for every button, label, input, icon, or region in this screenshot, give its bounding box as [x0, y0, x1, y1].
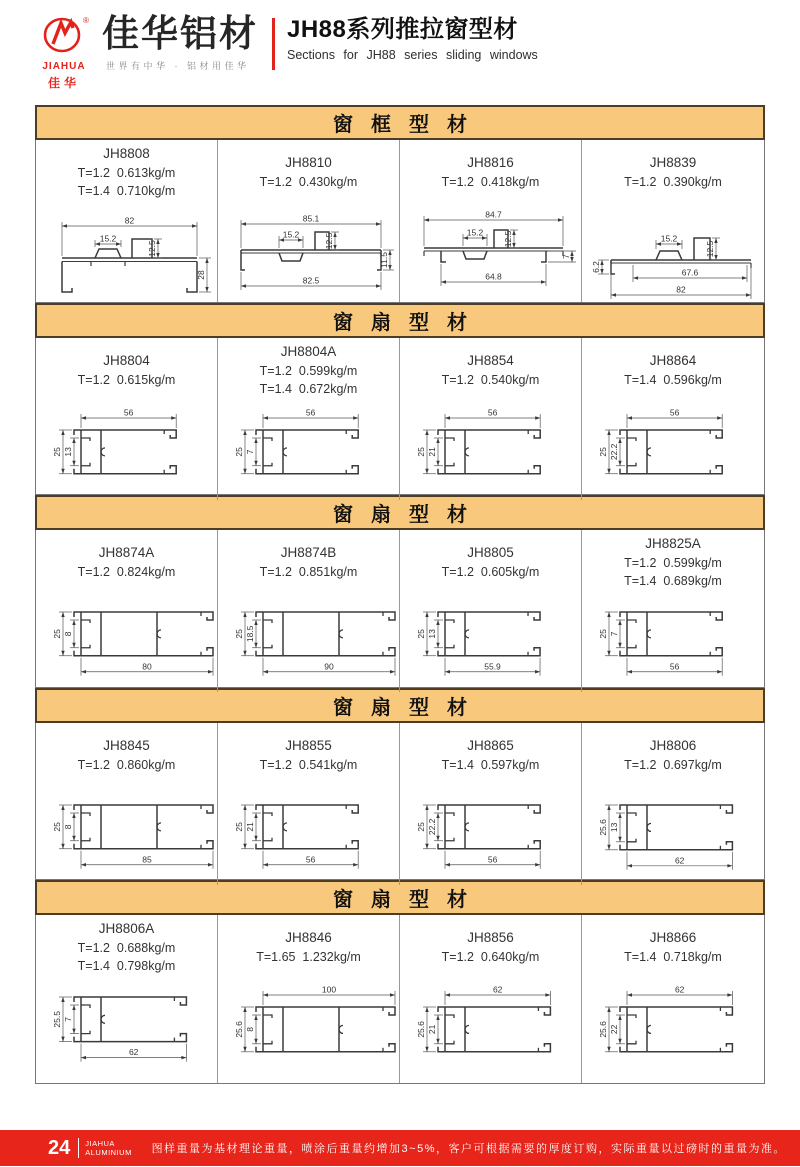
spec-line: T=1.2 0.615kg/m	[77, 372, 176, 387]
profile-drawing	[219, 590, 399, 692]
profile-cell-jh8804	[36, 338, 218, 500]
profile-cell-jh8874a	[36, 530, 218, 692]
brand-slogan: 世界有中华 · 铝材用佳华	[106, 60, 250, 71]
svg-text:25: 25	[51, 822, 62, 832]
spec-line: T=1.2 0.599kg/m	[259, 363, 358, 378]
svg-text:12.5: 12.5	[146, 240, 157, 257]
profile-info	[78, 915, 176, 975]
section-body	[35, 723, 765, 880]
profile-drawing	[219, 398, 399, 500]
profile-cell-jh8839	[582, 140, 764, 302]
profile-code: JH8808	[103, 146, 150, 162]
profile-info	[442, 723, 540, 783]
profile-cell-jh8806a	[36, 915, 218, 1083]
profile-info	[260, 530, 358, 590]
spec-line: T=1.2 0.541kg/m	[259, 757, 358, 772]
spec-line: T=1.2 0.697kg/m	[624, 757, 722, 772]
profile-cell-jh8864	[582, 338, 764, 500]
profile-section-4	[35, 688, 765, 880]
profile-cell-jh8805	[400, 530, 582, 692]
spec-line: T=1.4 0.710kg/m	[77, 183, 176, 198]
svg-text:84.7: 84.7	[484, 209, 502, 220]
svg-text:12.5: 12.5	[323, 232, 334, 250]
svg-text:62: 62	[674, 855, 685, 866]
profile-info	[260, 723, 358, 783]
svg-text:22: 22	[609, 1024, 619, 1035]
svg-text:21: 21	[426, 447, 437, 457]
profile-drawing	[583, 398, 763, 500]
spec-line: T=1.2 0.851kg/m	[259, 564, 358, 579]
section-body	[35, 530, 765, 688]
svg-text:22.2: 22.2	[609, 443, 619, 461]
svg-text:11.5: 11.5	[378, 252, 389, 268]
profile-drawing	[401, 398, 581, 500]
svg-text:82: 82	[676, 284, 686, 295]
svg-text:25: 25	[233, 447, 244, 457]
profile-drawing	[401, 975, 581, 1077]
svg-text:100: 100	[321, 984, 336, 995]
svg-text:56: 56	[305, 854, 315, 865]
profile-drawing	[401, 783, 581, 885]
spec-line: T=1.4 0.597kg/m	[441, 757, 540, 772]
profile-code: JH8854	[467, 353, 514, 369]
svg-text:25.6: 25.6	[233, 1021, 244, 1038]
svg-text:90: 90	[323, 661, 334, 672]
spec-line: T=1.65 1.232kg/m	[256, 949, 361, 964]
profile-cell-jh8865	[400, 723, 582, 885]
profile-drawing	[583, 975, 763, 1077]
profile-code: JH8874B	[280, 545, 337, 561]
profile-cell-jh8806	[582, 723, 764, 885]
section-title: 窗框型材	[35, 105, 765, 140]
svg-text:25: 25	[598, 629, 608, 639]
svg-text:56: 56	[669, 661, 680, 672]
profile-section-5	[35, 880, 765, 1084]
svg-text:25: 25	[598, 447, 608, 457]
profile-drawing	[583, 200, 763, 302]
profile-drawing	[219, 975, 399, 1077]
footer-note: 图样重量为基材理论重量，喷涂后重量约增加3~5%，客户可根据需要的厚度订购，实际重量以过磅时的重量为准。	[151, 1143, 786, 1155]
svg-text:15.2: 15.2	[282, 229, 299, 240]
spec-line: T=1.2 0.688kg/m	[77, 940, 176, 955]
profile-info	[442, 338, 540, 398]
profile-code: JH8845	[103, 738, 150, 754]
profile-info	[260, 338, 358, 398]
profile-code: JH8855	[285, 738, 332, 754]
profile-code: JH8856	[467, 930, 514, 946]
profile-cell-jh8866	[582, 915, 764, 1083]
svg-text:62: 62	[674, 984, 685, 995]
svg-text:62: 62	[128, 1047, 138, 1058]
svg-text:25: 25	[233, 629, 244, 639]
section-body	[35, 140, 765, 303]
svg-text:25: 25	[233, 822, 244, 832]
profile-cell-jh8874b	[218, 530, 400, 692]
footer-divider	[78, 1138, 79, 1158]
title-block	[287, 14, 538, 62]
profile-info	[78, 338, 176, 398]
svg-text:25: 25	[51, 629, 62, 639]
profile-cell-jh8855	[218, 723, 400, 885]
footer-brand	[85, 1139, 132, 1158]
profile-drawing	[219, 200, 399, 302]
profile-code: JH8825A	[645, 536, 701, 552]
svg-text:21: 21	[244, 822, 255, 832]
svg-text:25.6: 25.6	[598, 1021, 608, 1038]
brand-logo	[36, 14, 92, 91]
svg-text:6.2: 6.2	[591, 261, 601, 273]
registered-mark: ®	[83, 16, 89, 25]
svg-text:7: 7	[244, 449, 255, 455]
profile-info	[78, 140, 176, 200]
section-title: 窗扇型材	[35, 688, 765, 723]
logo-text-en: JIAHUA	[42, 61, 86, 72]
profile-drawing	[37, 398, 217, 500]
svg-text:56: 56	[487, 854, 497, 865]
sections-container	[35, 105, 765, 1084]
svg-text:55.9: 55.9	[483, 661, 501, 672]
svg-text:56: 56	[487, 407, 497, 418]
svg-text:7: 7	[609, 631, 619, 637]
spec-line: T=1.4 0.689kg/m	[624, 573, 722, 588]
profile-cell-jh8808	[36, 140, 218, 302]
profile-drawing	[583, 590, 763, 692]
section-body	[35, 338, 765, 495]
svg-text:25: 25	[415, 822, 426, 832]
profile-section-1	[35, 105, 765, 303]
svg-text:28: 28	[195, 270, 206, 280]
spec-line: T=1.4 0.672kg/m	[259, 381, 358, 396]
svg-text:85: 85	[141, 854, 152, 865]
svg-text:67.6: 67.6	[681, 267, 699, 278]
spec-line: T=1.2 0.430kg/m	[259, 174, 358, 189]
profile-code: JH8874A	[98, 545, 155, 561]
header-divider	[272, 18, 275, 70]
profile-info	[442, 530, 540, 590]
profile-section-2	[35, 303, 765, 495]
section-title: 窗扇型材	[35, 495, 765, 530]
profile-info	[624, 338, 722, 398]
svg-text:15.2: 15.2	[99, 233, 116, 244]
svg-text:82.5: 82.5	[302, 275, 319, 286]
profile-code: JH8804A	[280, 344, 337, 360]
profile-drawing	[37, 200, 217, 302]
svg-text:13: 13	[62, 447, 73, 457]
profile-info	[624, 140, 722, 200]
profile-info	[78, 723, 176, 783]
section-body	[35, 915, 765, 1084]
svg-text:25: 25	[415, 629, 426, 639]
page-header	[36, 14, 538, 91]
section-title: 窗扇型材	[35, 303, 765, 338]
spec-line: T=1.4 0.596kg/m	[624, 372, 722, 387]
profile-cell-jh8804a	[218, 338, 400, 500]
profile-info	[442, 915, 540, 975]
profile-cell-jh8856	[400, 915, 582, 1083]
brand-name: 佳华铝材	[102, 13, 258, 54]
profile-info	[78, 530, 176, 590]
svg-text:56: 56	[123, 407, 133, 418]
svg-text:15.2: 15.2	[660, 233, 678, 244]
svg-text:25.6: 25.6	[598, 819, 608, 836]
section-title: 窗扇型材	[35, 880, 765, 915]
svg-text:8: 8	[62, 631, 73, 637]
svg-text:56: 56	[305, 407, 315, 418]
profile-drawing	[37, 975, 217, 1077]
profile-info	[442, 140, 540, 200]
footer-brand-line2: ALUMINIUM	[85, 1148, 132, 1157]
profile-info	[624, 530, 722, 590]
spec-line: T=1.2 0.390kg/m	[624, 174, 722, 189]
profile-cell-jh8854	[400, 338, 582, 500]
svg-text:12.5: 12.5	[705, 240, 715, 258]
page-number: 24	[48, 1136, 71, 1159]
profile-drawing	[37, 783, 217, 885]
page-subtitle: Sections for JH88 series sliding windows	[287, 47, 538, 62]
spec-line: T=1.2 0.613kg/m	[77, 165, 176, 180]
profile-code: JH8866	[649, 930, 697, 946]
svg-text:13: 13	[426, 629, 437, 639]
logo-text-cn: 佳华	[47, 76, 80, 90]
spec-line: T=1.2 0.640kg/m	[441, 949, 540, 964]
spec-line: T=1.2 0.860kg/m	[77, 757, 176, 772]
svg-text:82: 82	[124, 215, 134, 226]
profile-info	[256, 915, 361, 975]
svg-text:80: 80	[141, 661, 152, 672]
profile-drawing	[401, 200, 581, 302]
page-title: JH88系列推拉窗型材	[287, 16, 518, 43]
profile-code: JH8804	[103, 353, 150, 369]
profile-drawing	[583, 783, 763, 885]
svg-text:25.5: 25.5	[51, 1011, 62, 1028]
profile-cell-jh8816	[400, 140, 582, 302]
profile-code: JH8806A	[98, 921, 155, 937]
profile-drawing	[219, 783, 399, 885]
profile-code: JH8816	[467, 155, 514, 171]
svg-text:21: 21	[426, 1024, 437, 1035]
spec-line: T=1.2 0.824kg/m	[77, 564, 176, 579]
profile-section-3	[35, 495, 765, 688]
brand-block	[102, 14, 258, 72]
svg-text:56: 56	[669, 407, 680, 418]
svg-text:85.1: 85.1	[302, 213, 319, 224]
profile-code: JH8839	[649, 155, 697, 171]
svg-text:25: 25	[415, 447, 426, 457]
profile-drawing	[37, 590, 217, 692]
profile-info	[260, 140, 358, 200]
profile-code: JH8846	[285, 930, 332, 946]
svg-text:64.8: 64.8	[484, 271, 502, 282]
profile-cell-jh8810	[218, 140, 400, 302]
svg-text:13: 13	[609, 822, 619, 833]
profile-info	[624, 723, 722, 783]
svg-text:25.6: 25.6	[415, 1021, 426, 1038]
svg-text:7: 7	[560, 254, 571, 259]
profile-drawing	[401, 590, 581, 692]
spec-line: T=1.2 0.599kg/m	[624, 555, 722, 570]
spec-line: T=1.2 0.540kg/m	[441, 372, 540, 387]
svg-text:18.5: 18.5	[244, 625, 255, 643]
profile-cell-jh8845	[36, 723, 218, 885]
spec-line: T=1.4 0.718kg/m	[624, 949, 722, 964]
spec-line: T=1.2 0.605kg/m	[441, 564, 540, 579]
page-footer	[0, 1130, 800, 1166]
spec-line: T=1.4 0.798kg/m	[77, 958, 176, 973]
svg-text:8: 8	[62, 824, 73, 830]
profile-code: JH8864	[649, 353, 697, 369]
footer-brand-line1: JIAHUA	[85, 1138, 115, 1148]
svg-text:62: 62	[492, 984, 502, 995]
profile-code: JH8806	[649, 738, 697, 754]
svg-text:7: 7	[62, 1016, 73, 1022]
profile-cell-jh8825a	[582, 530, 764, 692]
profile-code: JH8865	[467, 738, 514, 754]
profile-cell-jh8846	[218, 915, 400, 1083]
jiahua-logo-icon	[39, 14, 89, 58]
profile-info	[624, 915, 722, 975]
spec-line: T=1.2 0.418kg/m	[441, 174, 540, 189]
svg-text:25: 25	[51, 447, 62, 457]
svg-text:8: 8	[244, 1027, 255, 1032]
profile-code: JH8805	[467, 545, 514, 561]
svg-text:22.2: 22.2	[426, 818, 437, 836]
svg-text:12.5: 12.5	[502, 230, 513, 248]
svg-text:15.2: 15.2	[466, 227, 483, 238]
profile-code: JH8810	[285, 155, 332, 171]
